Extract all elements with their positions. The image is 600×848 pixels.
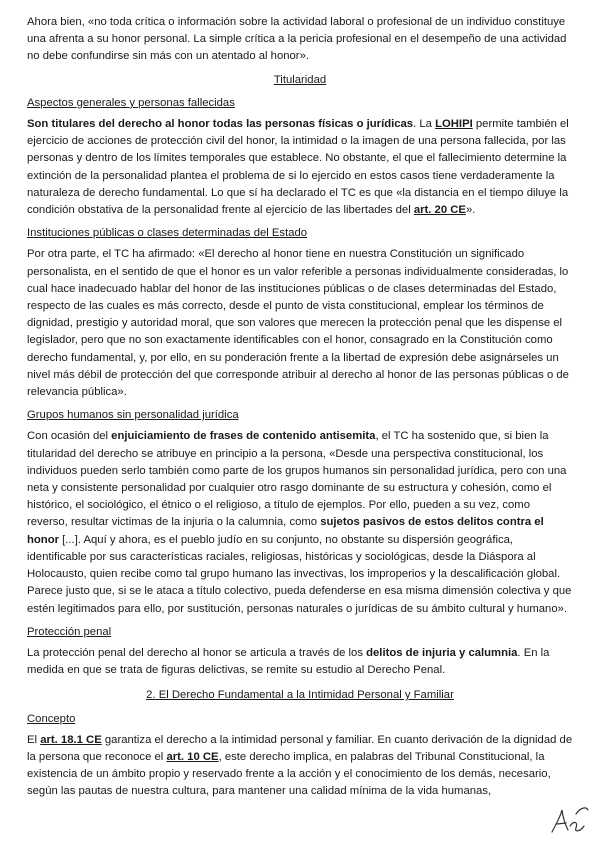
grupos-text-3: [...]. Aquí y ahora, es el pueblo judío en su conjunto, no obstante su dispersión geográfica, identificable por sus características raciales, religiosas, históricas y sociológicas, desde la Diáspora al Holocausto, quien recibe como tal grupo humano las invectivas, los improperios y la descalificación global. Parece justo que, si se le ataca a título colectivo, pueda defenderse en esa misma dimensión colectiva y que estén legitimados para ello, por sustitución, personas naturales o jurídicas de su ámbito cultural y humano».	[27, 533, 572, 615]
concepto-text-3: , este derecho implica, en palabras del Tribunal Constitucional, la existencia de un ámbito propio y reservado frente a la acción y el conocimiento de los demás, necesario, según las pautas de nuestra cultura, para mantener una calidad mínima de la vida humanas,	[27, 750, 551, 798]
concepto-text-2: garantiza el derecho a la intimidad personal y familiar. En cuanto derivación de la dignidad de la persona que reconoce el	[27, 733, 573, 763]
aspectos-bold: Son titulares del derecho al honor todas las personas físicas o jurídicas	[27, 118, 414, 131]
aspectos-text-2: permite también el ejercicio de acciones de protección civil del honor, la intimidad o la imagen de una persona fallecida, por las personas y dentro de los límites temporales que establece. No obstante, el que el fallecimiento determine la extinción de la personalidad plantea el problema de si lo ejercido en estos casos tiene verdaderamente la naturaleza de derecho fundamental. Lo que sí ha declarado el TC es que «la distancia en el tiempo diluye la condición obstativa de la personalidad frente al ejercicio de las libertades del	[27, 118, 569, 217]
grupos-text-2: , el TC ha sostenido que, si bien la titularidad del derecho se atribuye en principio a la persona, «Desde una perspectiva constitucional, los individuos pueden serlo también como parte de los grupos humanos sin personalidad jurídica, pero con una neta y consistente personalidad por cualquier otro rasgo dominante de su estructura y cohesión, como el histórico, el sociológico, el étnico o el religioso, a título de ejemplos. Por ello, pueden a su vez, como reverso, resultar victimas de la injuria o la calumnia, como	[27, 430, 567, 529]
concepto-text-1: El	[27, 733, 41, 746]
aspectos-text-1: . La	[413, 118, 436, 131]
art-10-link[interactable]: art. 10 CE	[166, 750, 219, 763]
signature-mark	[546, 796, 590, 840]
art-20-link[interactable]: art. 20 CE	[413, 204, 466, 217]
instituciones-heading: Instituciones públicas o clases determinadas del Estado	[27, 227, 308, 240]
lohipi-link[interactable]: LOHIPI	[435, 118, 473, 131]
proteccion-text-1: La protección penal del derecho al honor se articula a través de los	[27, 646, 367, 659]
proteccion-paragraph	[27, 645, 573, 679]
art-18-link[interactable]: art. 18.1 CE	[40, 733, 102, 746]
concepto-heading: Concepto	[27, 712, 76, 725]
grupos-paragraph	[27, 428, 573, 617]
aspectos-heading: Aspectos generales y personas fallecidas	[27, 96, 235, 109]
intimidad-title: 2. El Derecho Fundamental a la Intimidad Personal y Familiar	[146, 689, 454, 702]
grupos-heading: Grupos humanos sin personalidad jurídica	[27, 409, 239, 422]
proteccion-bold: delitos de injuria y calumnia	[366, 646, 518, 659]
grupos-bold-1: enjuiciamiento de frases de contenido antisemita	[111, 430, 376, 443]
aspectos-paragraph	[27, 116, 573, 219]
intro-paragraph: Ahora bien, «no toda crítica o información sobre la actividad laboral o profesional de un individuo constituye una afrenta a su honor personal. La simple crítica a la pericia profesional en el desempeño de una actividad no debe confundirse sin más con un atentado al honor».	[27, 16, 567, 63]
proteccion-text-2: . En la medida en que se trata de figuras delictivas, se remite su estudio al Derecho Penal.	[27, 646, 550, 677]
titularidad-title: Titularidad	[273, 73, 327, 86]
grupos-text-1: Con ocasión del	[27, 430, 112, 443]
aspectos-text-3: ».	[465, 204, 476, 217]
concepto-paragraph	[27, 732, 573, 801]
instituciones-paragraph: Por otra parte, el TC ha afirmado: «El derecho al honor tiene en nuestra Constitución un significado personalista, en el sentido de que el honor es un valor referible a personas individualmente consideradas, lo cual hace inadecuado hablar del honor de las instituciones públicas o de clases determinadas del Estado, respecto de las cuales es más correcto, desde el punto de vista constitucional, emplear los términos de dignidad, prestigio y autoridad moral, que son valores que merecen la protección penal que les dispense el legislador, pero que no son exactamente identificables con el honor, consagrado en la Constitución como derecho fundamental, y, por ello, en su ponderación frente a la libertad de expresión debe asignárseles un nivel más débil de protección del que corresponde atribuir al derecho al honor de las personas públicas o de relevancia pública».	[27, 248, 569, 399]
proteccion-heading: Protección penal	[27, 625, 112, 638]
document-page	[27, 14, 573, 807]
grupos-bold-2: sujetos pasivos de estos delitos contra el honor	[27, 516, 544, 546]
